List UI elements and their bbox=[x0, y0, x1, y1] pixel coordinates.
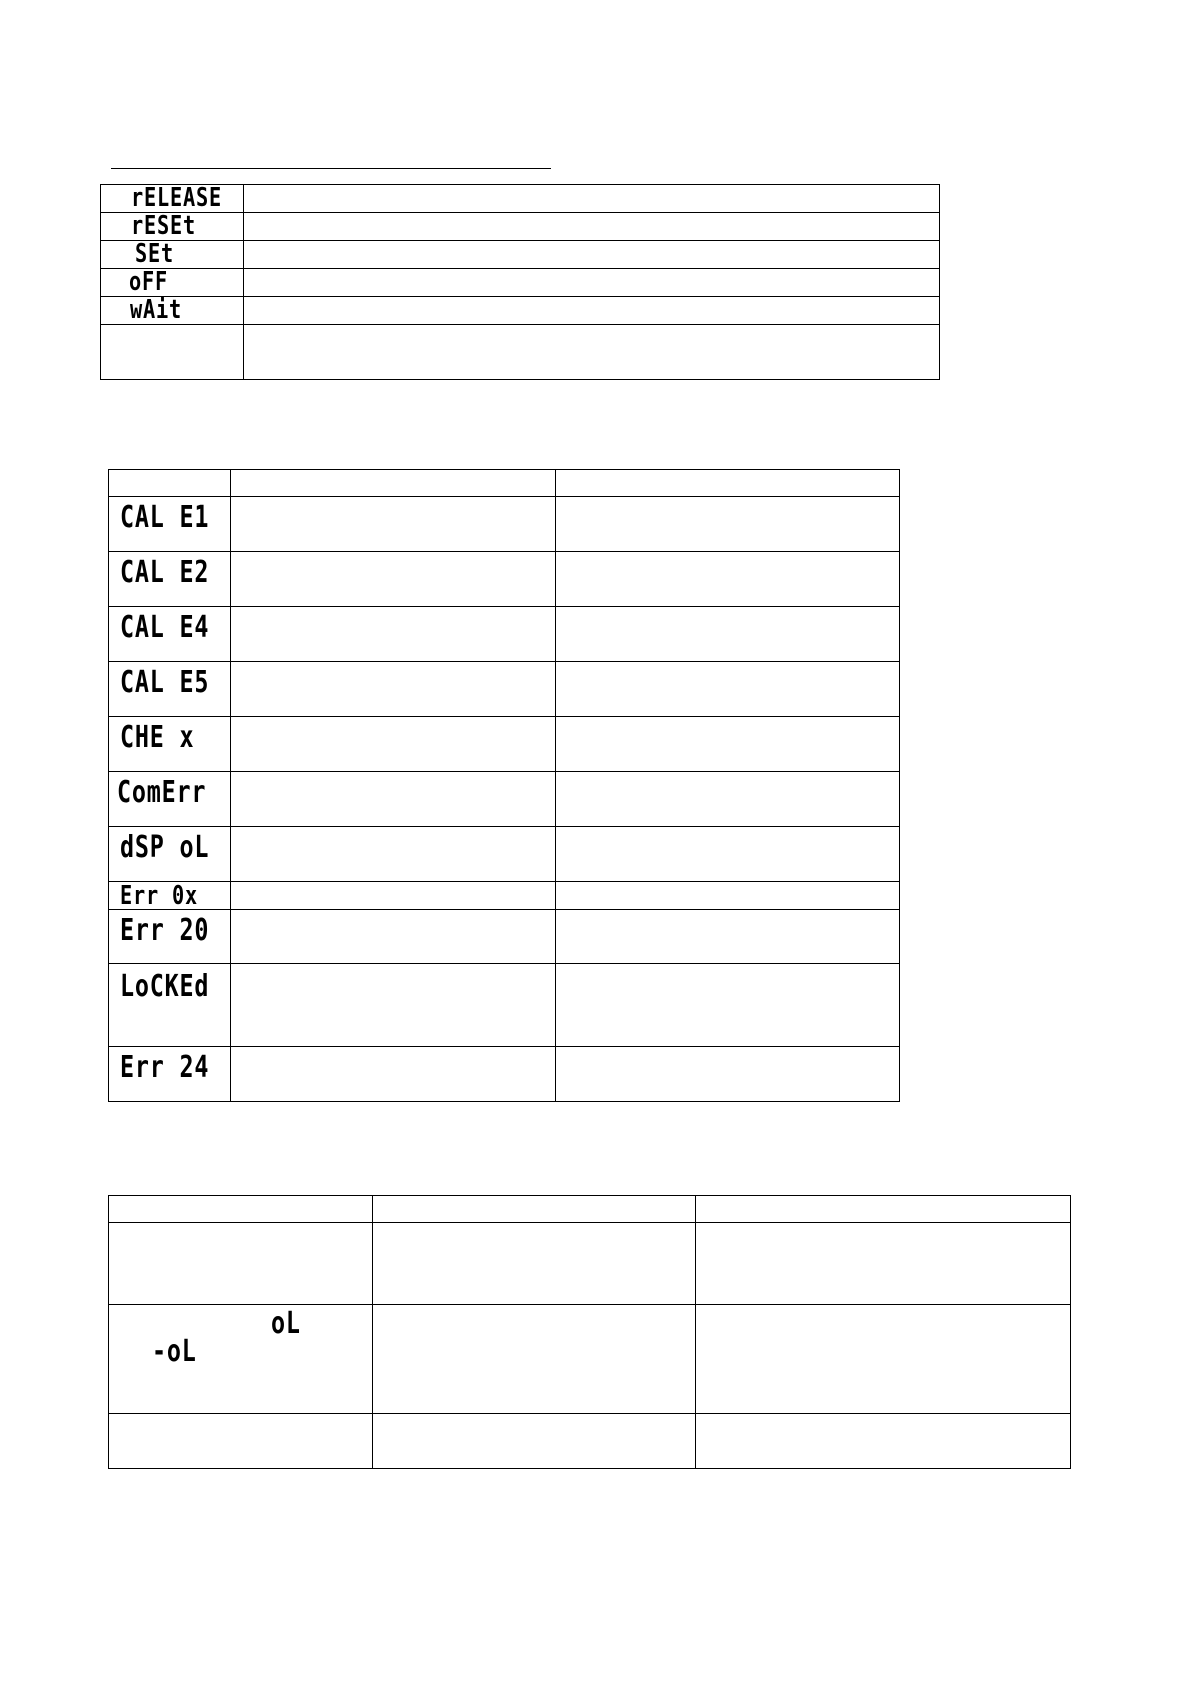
table-row bbox=[109, 882, 900, 910]
header-cell bbox=[556, 470, 900, 497]
error-code: dSP oL bbox=[120, 830, 210, 865]
symptom-cell bbox=[109, 1223, 373, 1305]
remedy-cell bbox=[696, 1305, 1071, 1414]
table-row bbox=[109, 497, 900, 552]
remedy-cell bbox=[556, 827, 900, 882]
description-cell bbox=[244, 241, 940, 269]
table-header-row bbox=[109, 470, 900, 497]
remedy-cell bbox=[556, 552, 900, 607]
display-code-cell bbox=[101, 213, 244, 241]
symptom-cell bbox=[109, 1414, 373, 1469]
display-code: oFF bbox=[129, 267, 168, 297]
cause-cell bbox=[231, 552, 556, 607]
table-row bbox=[109, 1223, 1071, 1305]
remedy-cell bbox=[556, 662, 900, 717]
remedy-cell bbox=[556, 882, 900, 910]
error-code-cell bbox=[109, 552, 231, 607]
table-row bbox=[109, 1305, 1071, 1414]
section-heading-underline bbox=[111, 168, 551, 169]
description-cell bbox=[244, 269, 940, 297]
display-code-cell bbox=[101, 185, 244, 213]
table-row bbox=[109, 717, 900, 772]
display-code-cell bbox=[101, 325, 244, 380]
display-code: SEt bbox=[135, 239, 174, 269]
display-code-cell bbox=[101, 269, 244, 297]
cause-cell bbox=[231, 717, 556, 772]
table-row bbox=[109, 827, 900, 882]
description-cell bbox=[244, 185, 940, 213]
table-row bbox=[109, 552, 900, 607]
error-code-cell bbox=[109, 827, 231, 882]
error-code: Err 24 bbox=[120, 1050, 210, 1085]
overload-table bbox=[108, 1195, 1071, 1469]
header-cell bbox=[231, 470, 556, 497]
table-row bbox=[101, 241, 940, 269]
remedy-cell bbox=[696, 1223, 1071, 1305]
cause-cell bbox=[373, 1305, 696, 1414]
remedy-cell bbox=[556, 607, 900, 662]
error-code: CAL E1 bbox=[120, 500, 210, 535]
overload-symptom-cell bbox=[109, 1305, 373, 1414]
table-row bbox=[109, 964, 900, 1047]
error-code-cell bbox=[109, 772, 231, 827]
error-code: Err 0x bbox=[120, 881, 198, 911]
remedy-cell bbox=[556, 717, 900, 772]
error-code: CAL E5 bbox=[120, 665, 210, 700]
table-row bbox=[101, 185, 940, 213]
error-code-cell bbox=[109, 717, 231, 772]
error-code-cell bbox=[109, 882, 231, 910]
cause-cell bbox=[231, 827, 556, 882]
overload-code: oL bbox=[271, 1306, 301, 1341]
table-row bbox=[109, 1047, 900, 1102]
table-header-row bbox=[109, 1196, 1071, 1223]
description-cell bbox=[244, 297, 940, 325]
remedy-cell bbox=[556, 910, 900, 964]
cause-cell bbox=[231, 964, 556, 1047]
error-codes-table bbox=[108, 469, 900, 1102]
table-row bbox=[109, 662, 900, 717]
table-row bbox=[109, 1414, 1071, 1469]
remedy-cell bbox=[556, 497, 900, 552]
cause-cell bbox=[231, 497, 556, 552]
error-code-cell bbox=[109, 662, 231, 717]
error-code-cell bbox=[109, 607, 231, 662]
display-code-cell bbox=[101, 241, 244, 269]
cause-cell bbox=[231, 882, 556, 910]
table-row bbox=[101, 269, 940, 297]
error-code: Err 20 bbox=[120, 913, 210, 948]
header-cell bbox=[109, 1196, 373, 1223]
cause-cell bbox=[231, 607, 556, 662]
table-row bbox=[101, 297, 940, 325]
cause-cell bbox=[231, 772, 556, 827]
display-code-cell bbox=[101, 297, 244, 325]
remedy-cell bbox=[556, 1047, 900, 1102]
cause-cell bbox=[373, 1414, 696, 1469]
display-code: rESEt bbox=[131, 211, 196, 241]
header-cell bbox=[696, 1196, 1071, 1223]
error-code: ComErr bbox=[117, 775, 207, 810]
error-code-cell bbox=[109, 497, 231, 552]
display-code: wAit bbox=[130, 295, 182, 325]
error-code-cell bbox=[109, 910, 231, 964]
table-row bbox=[101, 325, 940, 380]
error-code: LoCKEd bbox=[120, 969, 210, 1004]
table-row bbox=[109, 772, 900, 827]
remedy-cell bbox=[696, 1414, 1071, 1469]
display-code: rELEASE bbox=[131, 183, 222, 213]
description-cell bbox=[244, 325, 940, 380]
error-code: CAL E2 bbox=[120, 555, 210, 590]
display-messages-table bbox=[100, 184, 940, 380]
cause-cell bbox=[231, 662, 556, 717]
error-code: CAL E4 bbox=[120, 610, 210, 645]
description-cell bbox=[244, 213, 940, 241]
underload-code: -oL bbox=[152, 1334, 197, 1369]
table-row bbox=[109, 607, 900, 662]
error-code: CHE x bbox=[120, 720, 195, 755]
header-cell bbox=[109, 470, 231, 497]
error-code-cell bbox=[109, 964, 231, 1047]
remedy-cell bbox=[556, 964, 900, 1047]
error-code-cell bbox=[109, 1047, 231, 1102]
cause-cell bbox=[231, 910, 556, 964]
remedy-cell bbox=[556, 772, 900, 827]
header-cell bbox=[373, 1196, 696, 1223]
table-row bbox=[101, 213, 940, 241]
cause-cell bbox=[373, 1223, 696, 1305]
table-row bbox=[109, 910, 900, 964]
cause-cell bbox=[231, 1047, 556, 1102]
